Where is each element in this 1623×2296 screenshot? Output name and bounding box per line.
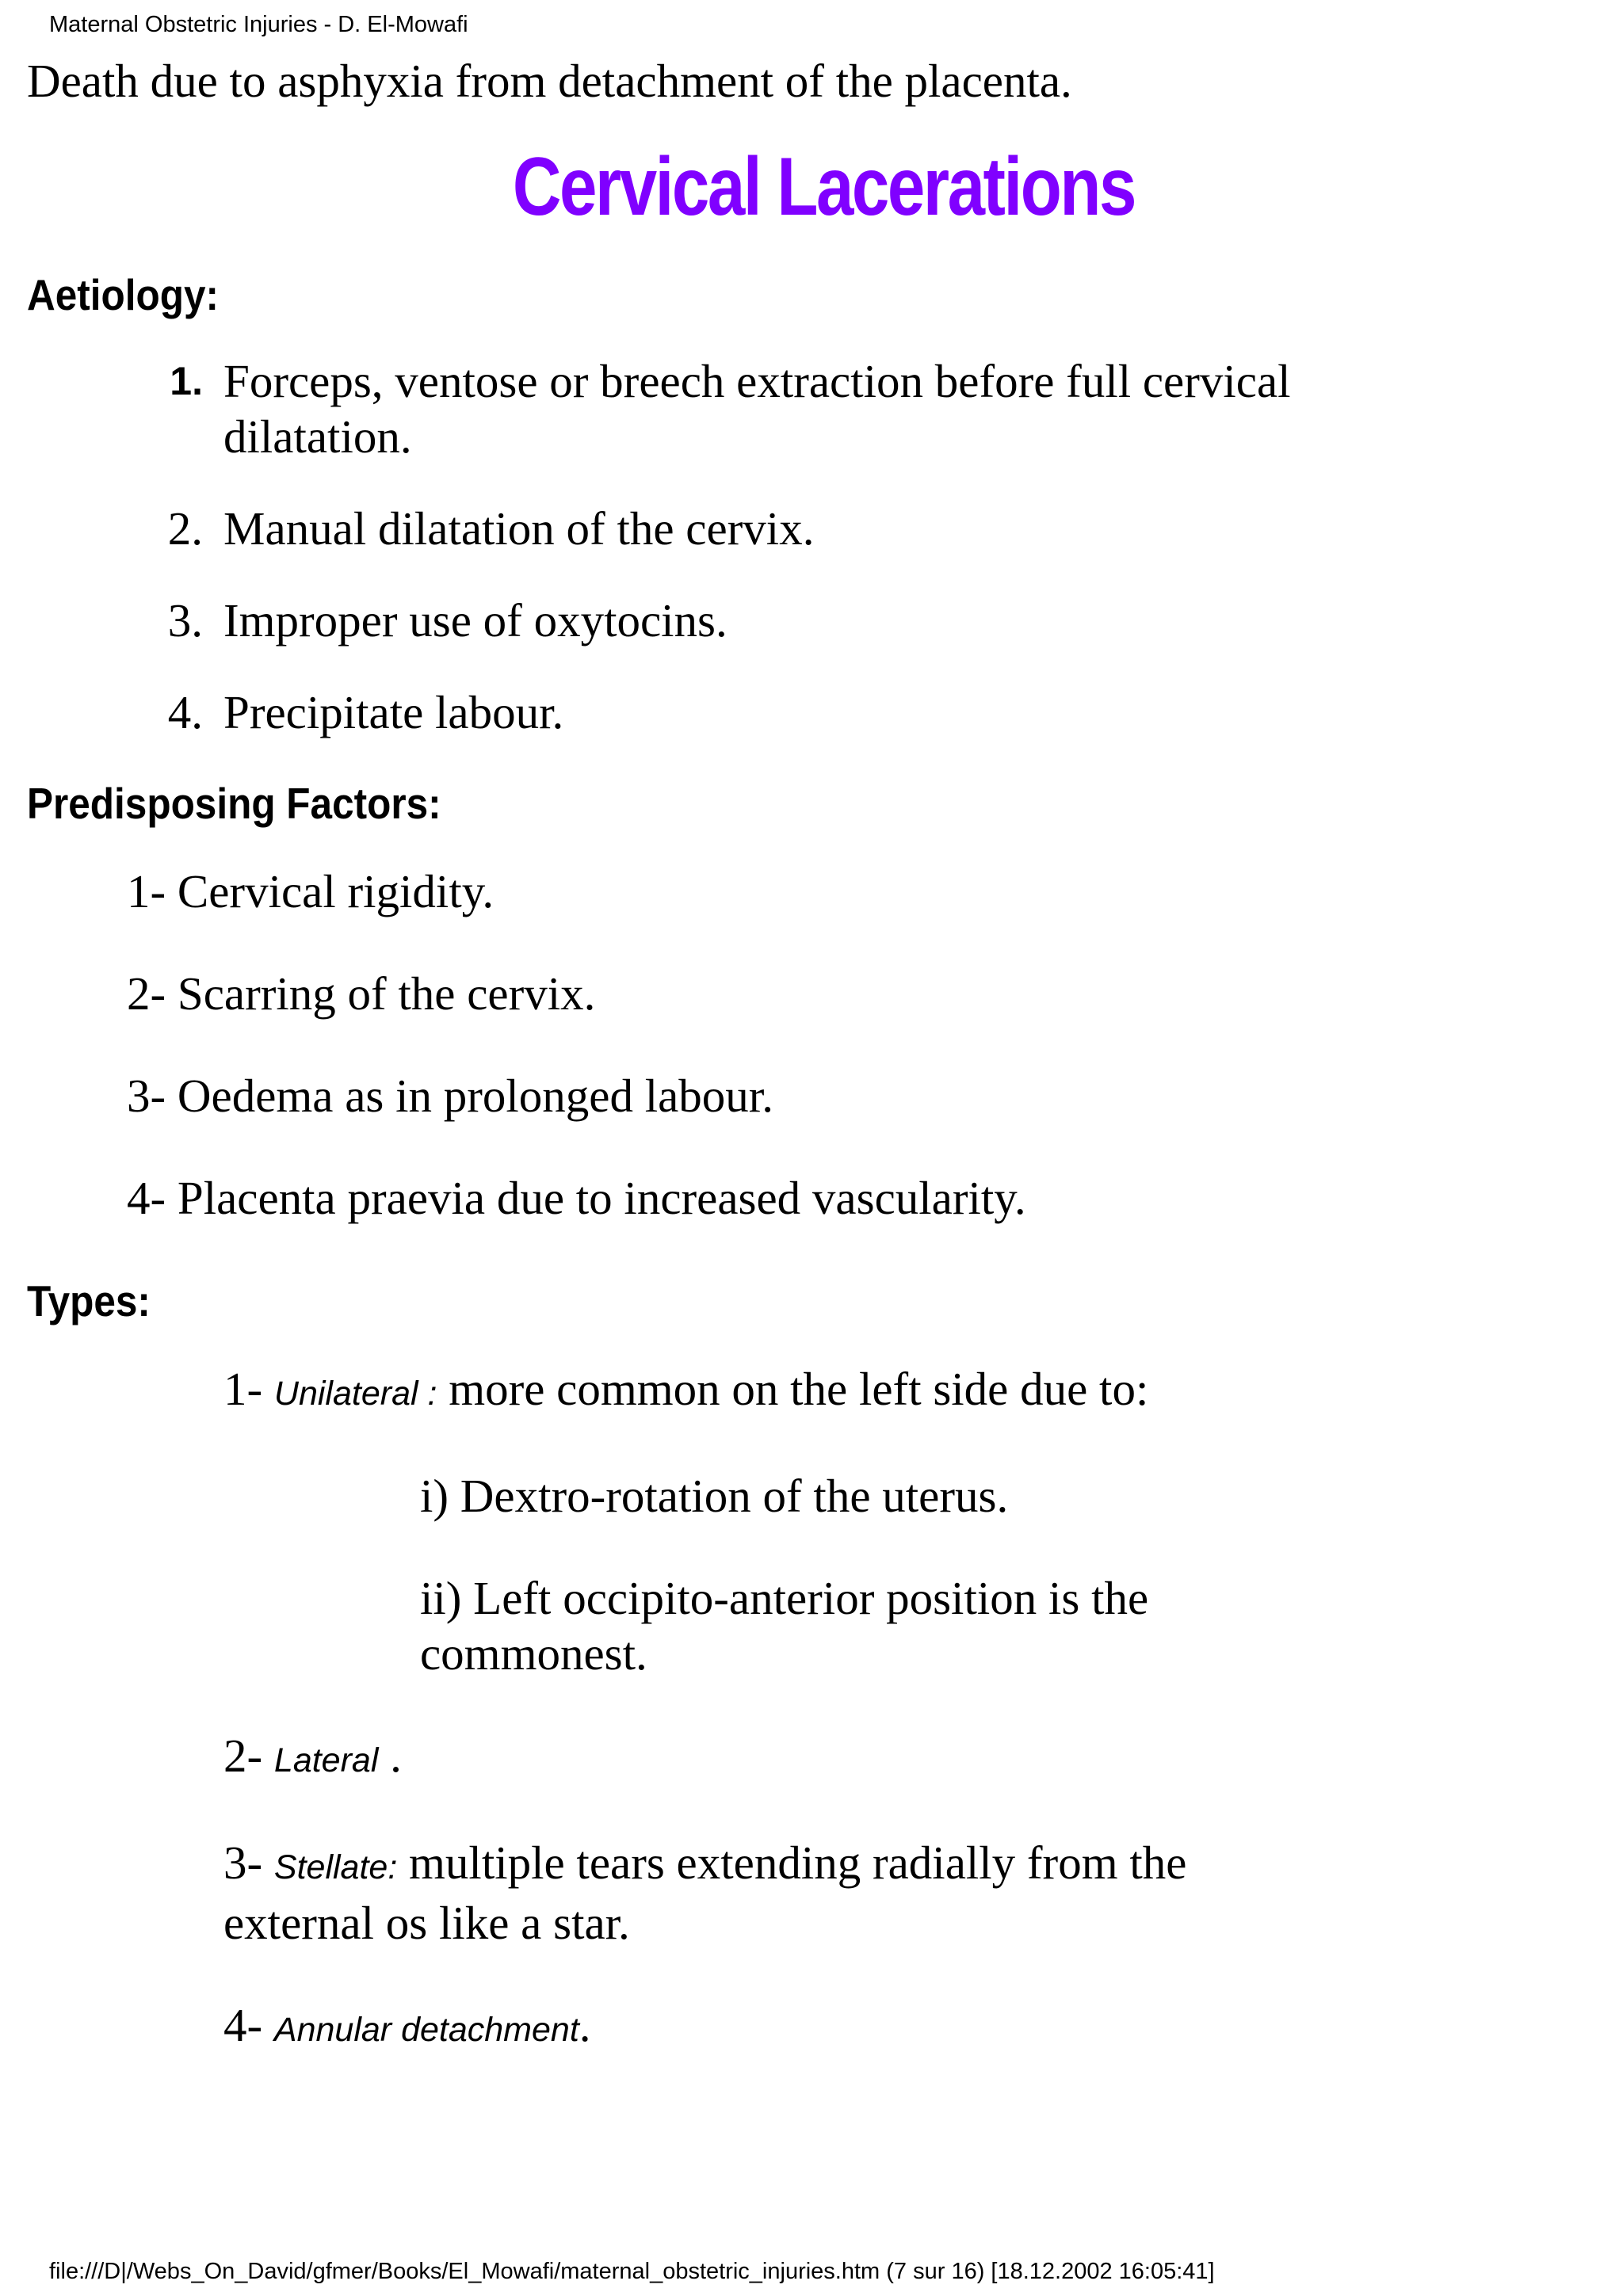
list-item	[27, 593, 1381, 648]
list-item-text: Forceps, ventose or breech extraction before full cervical dilatation.	[223, 355, 1291, 463]
aetiology-heading: Aetiology:	[27, 270, 220, 319]
factor-item: 1- Cervical rigidity.	[127, 865, 495, 917]
page-title: Cervical Lacerations	[512, 141, 1135, 233]
type-term: Annular detachment	[273, 2011, 579, 2049]
list-item-text: Improper use of oxytocins.	[223, 594, 727, 646]
type-term: Unilateral :	[273, 1375, 437, 1413]
factor-item: 4- Placenta praevia due to increased vascularity.	[127, 1172, 1026, 1224]
types-list	[27, 1361, 1580, 2058]
type-item	[27, 1361, 1333, 1421]
type-item	[27, 1835, 1333, 1951]
intro-paragraph: Death due to asphyxia from detachment of the placenta.	[27, 55, 1072, 107]
list-item-text: Manual dilatation of the cervix.	[223, 502, 815, 555]
document-content	[27, 52, 1580, 2104]
page-footer: file:///D|/Webs_On_David/gfmer/Books/El_Mowafi/maternal_obstetric_injuries.htm (7 sur 16) [18.12.2002 16:05:41]	[49, 2259, 1215, 2284]
type-description: .	[579, 1999, 591, 2051]
page-header: Maternal Obstetric Injuries - D. El-Mowafi	[49, 12, 468, 37]
type-prefix: 2-	[223, 1730, 274, 1782]
types-heading: Types:	[27, 1276, 151, 1325]
aetiology-list	[27, 353, 1580, 740]
type-description: multiple tears extending radially from the external os like a star.	[223, 1836, 1187, 1949]
type-description: .	[378, 1730, 402, 1782]
type-term: Lateral	[273, 1741, 379, 1779]
type-description: more common on the left side due to:	[437, 1363, 1149, 1415]
list-item	[27, 501, 1381, 556]
list-item-number: 2.	[167, 502, 203, 555]
list-item	[27, 685, 1381, 740]
type-item	[27, 1997, 1333, 2058]
type-prefix: 4-	[223, 1999, 274, 2051]
type-item	[27, 1728, 1333, 1788]
list-item-number: 1.	[170, 359, 203, 403]
type-subitem: i) Dextro-rotation of the uterus.	[420, 1470, 1009, 1522]
list-item-number: 3.	[167, 594, 203, 646]
factor-item: 3- Oedema as in prolonged labour.	[127, 1070, 773, 1122]
predisposing-factors-list	[27, 864, 1580, 1226]
type-prefix: 1-	[223, 1363, 274, 1415]
list-item	[27, 353, 1381, 464]
type-prefix: 3-	[223, 1836, 274, 1889]
type-term: Stellate:	[273, 1848, 398, 1886]
list-item-number: 4.	[167, 686, 203, 738]
list-item-text: Precipitate labour.	[223, 686, 564, 738]
factor-item: 2- Scarring of the cervix.	[127, 967, 596, 1020]
predisposing-factors-heading: Predisposing Factors:	[27, 779, 441, 828]
type-subitem: ii) Left occipito-anterior position is the commonest.	[420, 1572, 1149, 1680]
